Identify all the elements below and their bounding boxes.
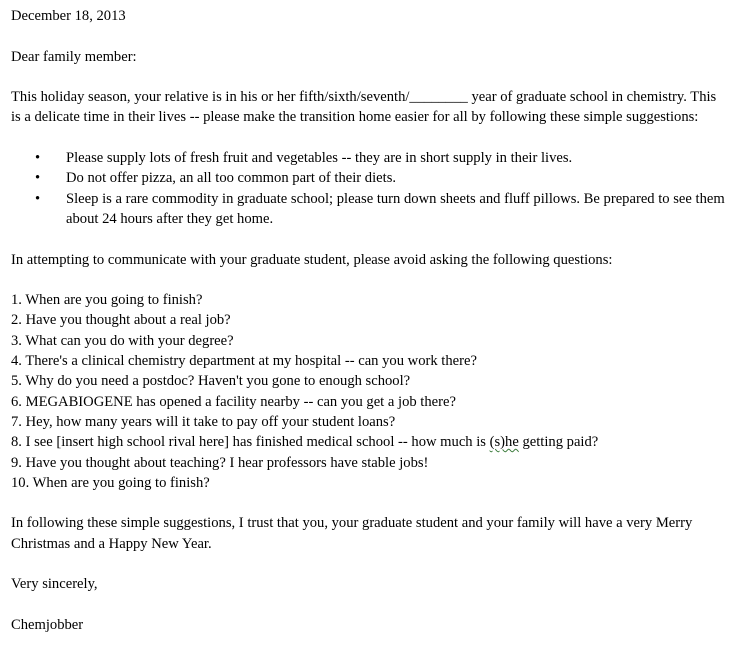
grammar-flagged-word[interactable]: (s)he (489, 434, 519, 451)
question-item: 2. Have you thought about a real job? (11, 312, 231, 329)
bullet-icon: • (35, 190, 41, 207)
question-text: 8. I see [insert high school rival here] has finished medical school -- how much is (11, 434, 490, 451)
avoid-questions-intro: In attempting to communicate with your graduate student, please avoid asking the following questions: (11, 251, 613, 268)
question-item: 10. When are you going to finish? (11, 474, 210, 491)
suggestion-text: Please supply lots of fresh fruit and vegetables -- they are in short supply in their lives. (66, 150, 573, 167)
suggestion-list (11, 148, 733, 229)
question-text: getting paid? (518, 434, 599, 451)
bullet-icon: • (35, 170, 41, 187)
bullet-icon: • (35, 150, 41, 167)
question-item: 4. There's a clinical chemistry department at my hospital -- can you work there? (11, 353, 477, 370)
question-list (11, 290, 733, 493)
signature: Chemjobber (11, 616, 84, 633)
suggestion-text: Do not offer pizza, an all too common part of their diets. (66, 170, 397, 187)
question-item: 7. Hey, how many years will it take to pay off your student loans? (11, 413, 396, 430)
question-item: 3. What can you do with your degree? (11, 332, 234, 349)
question-item: 5. Why do you need a postdoc? Haven't you gone to enough school? (11, 373, 411, 390)
paragraph-spacer (11, 128, 733, 148)
paragraph-spacer (11, 554, 733, 574)
paragraph-spacer (11, 595, 733, 615)
paragraph-spacer (11, 26, 733, 46)
question-item (11, 432, 733, 452)
paragraph-spacer (11, 270, 733, 290)
signoff: Very sincerely, (11, 576, 98, 593)
paragraph-spacer (11, 229, 733, 249)
suggestion-item (11, 189, 727, 230)
closing-paragraph: In following these simple suggestions, I trust that you, your graduate student and your family will have a very Merry Christmas and a Happy New Year. (11, 515, 693, 552)
question-item: 9. Have you thought about teaching? I hear professors have stable jobs! (11, 454, 429, 471)
letter-document (11, 6, 733, 635)
paragraph-spacer (11, 493, 733, 513)
suggestion-item (11, 148, 727, 168)
intro-paragraph: This holiday season, your relative is in his or her fifth/sixth/seventh/________ year of graduate school in chemistry. This is a delicate time in their lives -- please make the transition home easier for all by following these simple suggestions: (11, 89, 717, 126)
salutation: Dear family member: (11, 48, 137, 65)
letter-date: December 18, 2013 (11, 8, 126, 24)
suggestion-text: Sleep is a rare commodity in graduate school; please turn down sheets and fluff pillows. Be prepared to see them about 24 hours after they get home. (66, 190, 725, 227)
suggestion-item (11, 168, 727, 188)
question-item: 6. MEGABIOGENE has opened a facility nearby -- can you get a job there? (11, 393, 456, 410)
paragraph-spacer (11, 67, 733, 87)
question-item: 1. When are you going to finish? (11, 292, 203, 309)
